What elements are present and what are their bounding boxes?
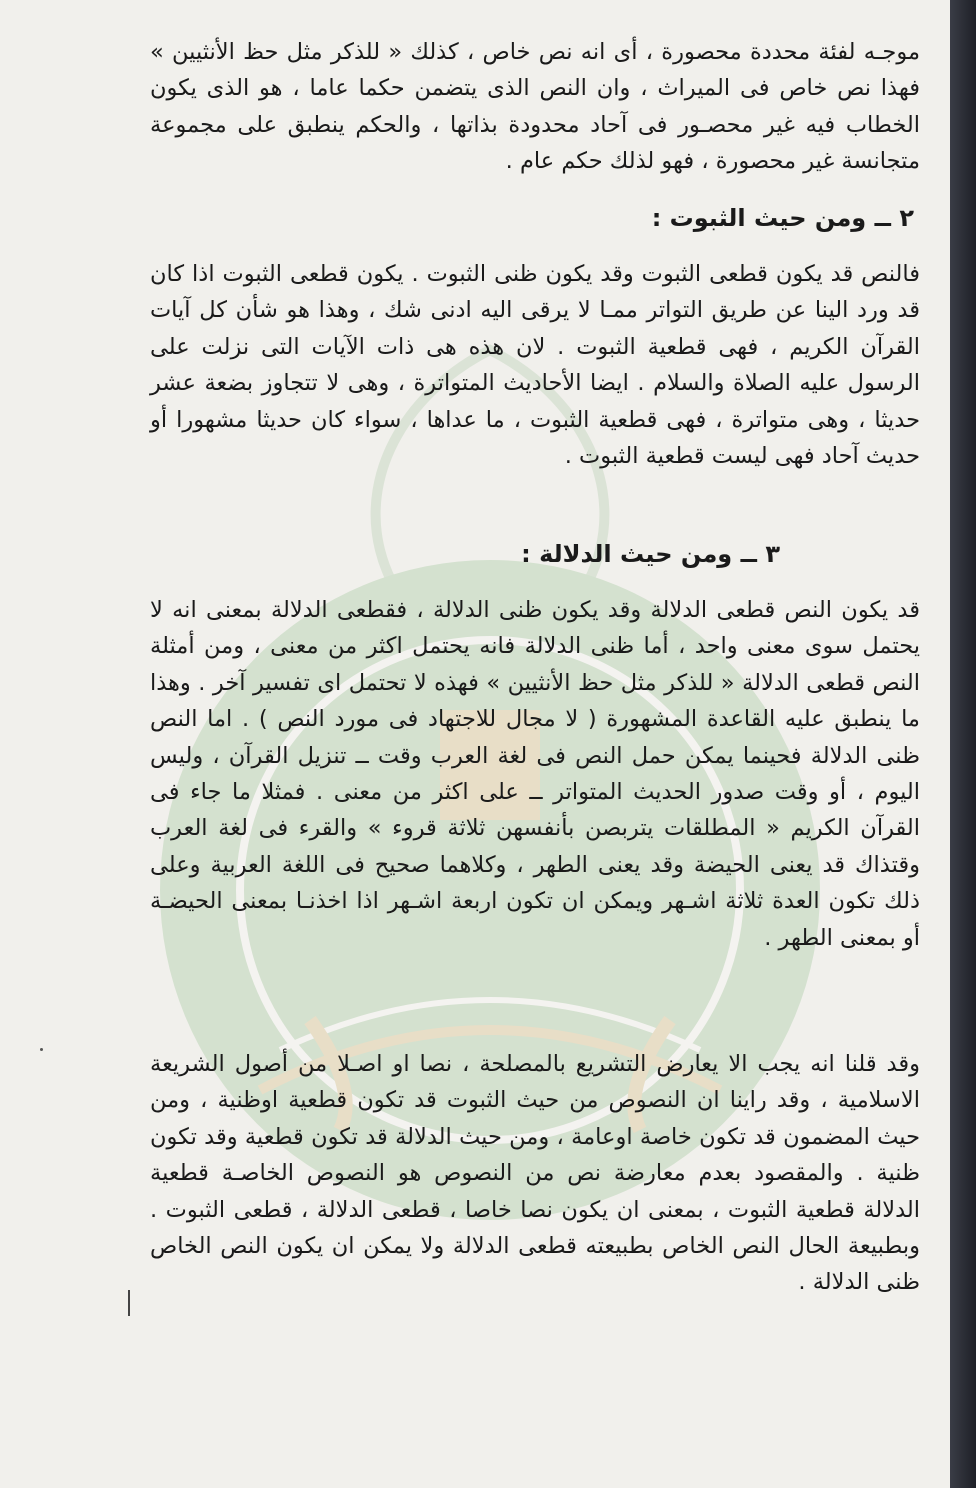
- margin-mark: [128, 1290, 130, 1316]
- section-heading-3: ٣ ــ ومن حيث الدلالة :: [521, 540, 780, 568]
- scan-speck: [40, 1048, 43, 1051]
- page-edge-shadow: [950, 0, 976, 1488]
- paragraph-1: موجـه لفئة محددة محصورة ، أى انه نص خاص ، كذلك « للذكر مثل حظ الأنثيين » فهذا نص خاص فى الميراث ، وان النص الذى يتضمن حكما عاما ، هو الذى يكون الخطاب فيه غير محصـور فى آحاد محدودة بذاتها ، والحكم ينطبق على مجموعة متجانسة غير محصورة ، فهو لذلك حكم عام .: [150, 39, 920, 175]
- paragraph-2: فالنص قد يكون قطعى الثبوت وقد يكون ظنى الثبوت . يكون قطعى الثبوت اذا كان قد ورد الينا عن طريق التواتر ممـا لا يرقى اليه ادنى شك ، وهذا هو شأن كل آيات القرآن الكريم ، فهى قطعية الثبوت . لان هذه هى ذات الآيات التى نزلت على الرسول عليه الصلاة والسلام . ايضا الأحاديث المتواترة ، وهى لا تتجاوز بضعة عشر حديثا ، وهى متواترة ، فهى قطعية الثبوت ، ما عداها ، سواء كان حديثا مشهورا أو حديث آحاد فهى ليست قطعية الثبوت .: [150, 261, 920, 470]
- paragraph-3: قد يكون النص قطعى الدلالة وقد يكون ظنى الدلالة ، فقطعى الدلالة بمعنى انه لا يحتمل سوى معنى واحد ، أما ظنى الدلالة فانه يحتمل اكثر من معنى ، ومن أمثلة النص قطعى الدلالة « للذكر مثل حظ الأنثيين » فهذه لا تحتمل اى تفسير آخر . وهذا ما ينطبق عليه القاعدة المشهورة ( لا مجال للاجتهاد فى مورد النص ) . اما النص ظنى الدلالة فحينما يمكن حمل النص فى لغة العرب وقت ــ تنزيل القرآن ، وليس اليوم ، أو وقت صدور الحديث المتواتر ــ على اكثر من معنى . فمثلا ما جاء فى القرآن الكريم « المطلقات يتربصن بأنفسهن ثلاثة قروء » والقرء فى لغة العرب وقتذاك قد يعنى الحيضة وقد يعنى الطهر ، وكلاهما صحيح فى اللغة العربية وعلى ذلك تكون العدة ثلاثة اشـهر ويمكن ان تكون اربعة اشـهر اذا اخذنـا بمعنى الحيضـة أو بمعنى الطهر .: [150, 597, 920, 951]
- document-body: [150, 34, 920, 1301]
- paragraph-4: وقد قلنا انه يجب الا يعارض التشريع بالمصلحة ، نصا او اصـلا من أصول الشريعة الاسلامية ، وقد راينا ان النصوص من حيث الثبوت قد تكون قطعية اوظنية ، ومن حيث المضمون قد تكون خاصة اوعامة ، ومن حيث الدلالة قد تكون قطعية وقد تكون ظنية . والمقصود بعدم معارضة نص من النصوص هو النصوص الخاصـة قطعية الدلالة قطعية الثبوت ، بمعنى ان يكون نصا خاصا ، قطعى الدلالة ، قطعى الثبوت . وبطبيعة الحال النص الخاص بطبيعته قطعى الدلالة ولا يمكن ان يكون النص الخاص ظنى الدلالة .: [150, 1051, 920, 1296]
- section-heading-2: ٢ ــ ومن حيث الثبوت :: [651, 204, 914, 232]
